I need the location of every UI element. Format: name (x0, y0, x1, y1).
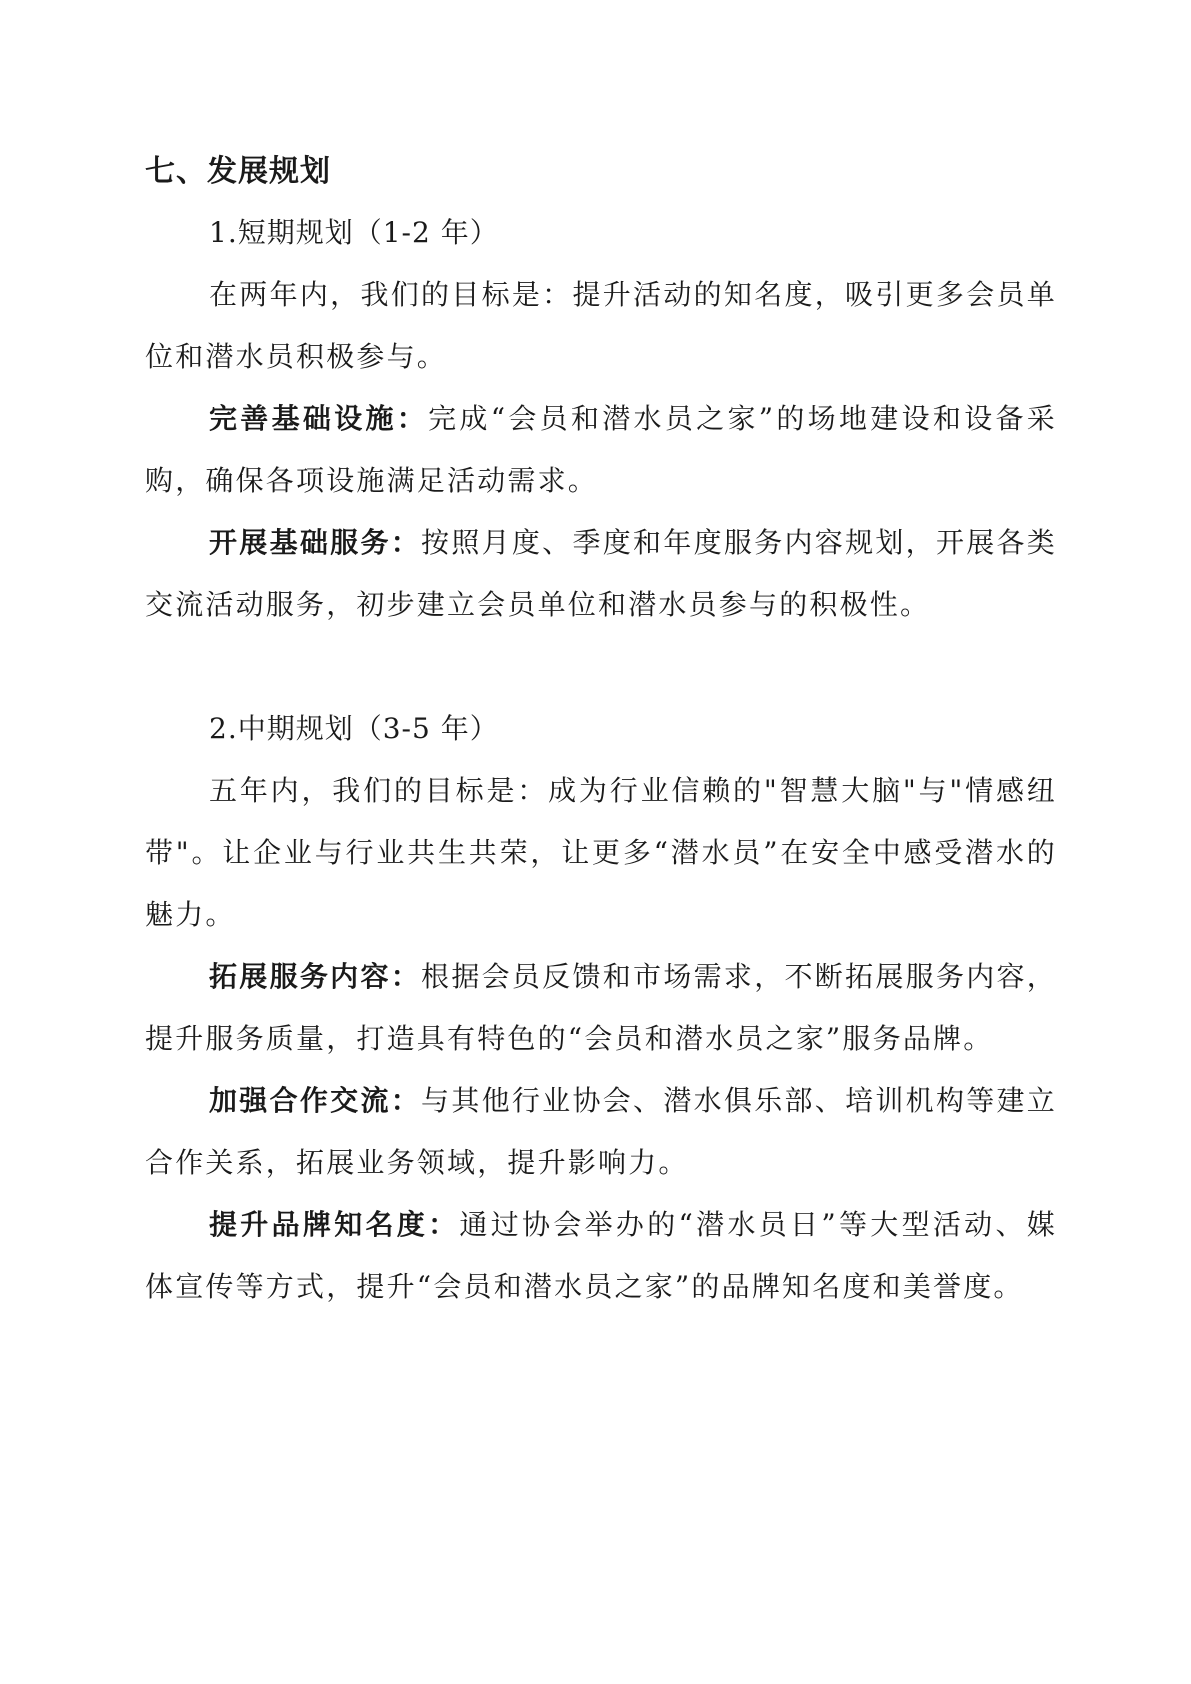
mid-term-item (145, 1194, 1057, 1318)
item-label: 拓展服务内容： (209, 960, 422, 993)
blank-line (145, 636, 1057, 698)
item-text: 按照月度、季度和年度服务内容规划，开展各类交流活动服务，初步建立会员单位和潜水员参与的积极性。 (145, 526, 1058, 621)
mid-term-heading: 2.中期规划（3-5 年） (209, 712, 499, 745)
mid-term-item (145, 1070, 1057, 1194)
item-text: 根据会员反馈和市场需求，不断拓展服务内容，提升服务质量，打造具有特色的“会员和潜水员之家”服务品牌。 (145, 960, 1058, 1055)
item-label: 开展基础服务： (209, 526, 422, 559)
item-label: 提升品牌知名度： (209, 1208, 460, 1241)
item-label: 完善基础设施： (209, 402, 429, 435)
mid-term-intro: 五年内，我们的目标是：成为行业信赖的"智慧大脑"与"情感纽带"。让企业与行业共生共荣，让更多“潜水员”在安全中感受潜水的魅力。 (145, 774, 1057, 931)
section-title: 七、发展规划 (145, 154, 331, 189)
short-term-heading: 1.短期规划（1-2 年） (209, 216, 499, 249)
page-content (145, 142, 1057, 1318)
item-text: 完成“会员和潜水员之家”的场地建设和设备采购，确保各项设施满足活动需求。 (145, 402, 1057, 497)
short-term-item (145, 512, 1057, 636)
short-term-item (145, 388, 1057, 512)
item-label: 加强合作交流： (209, 1084, 422, 1117)
short-term-intro: 在两年内，我们的目标是：提升活动的知名度，吸引更多会员单位和潜水员积极参与。 (145, 278, 1057, 373)
item-text: 与其他行业协会、潜水俱乐部、培训机构等建立合作关系，拓展业务领域，提升影响力。 (145, 1084, 1058, 1179)
item-text: 通过协会举办的“潜水员日”等大型活动、媒体宣传等方式，提升“会员和潜水员之家”的品牌知名度和美誉度。 (145, 1208, 1057, 1303)
mid-term-item (145, 946, 1057, 1070)
